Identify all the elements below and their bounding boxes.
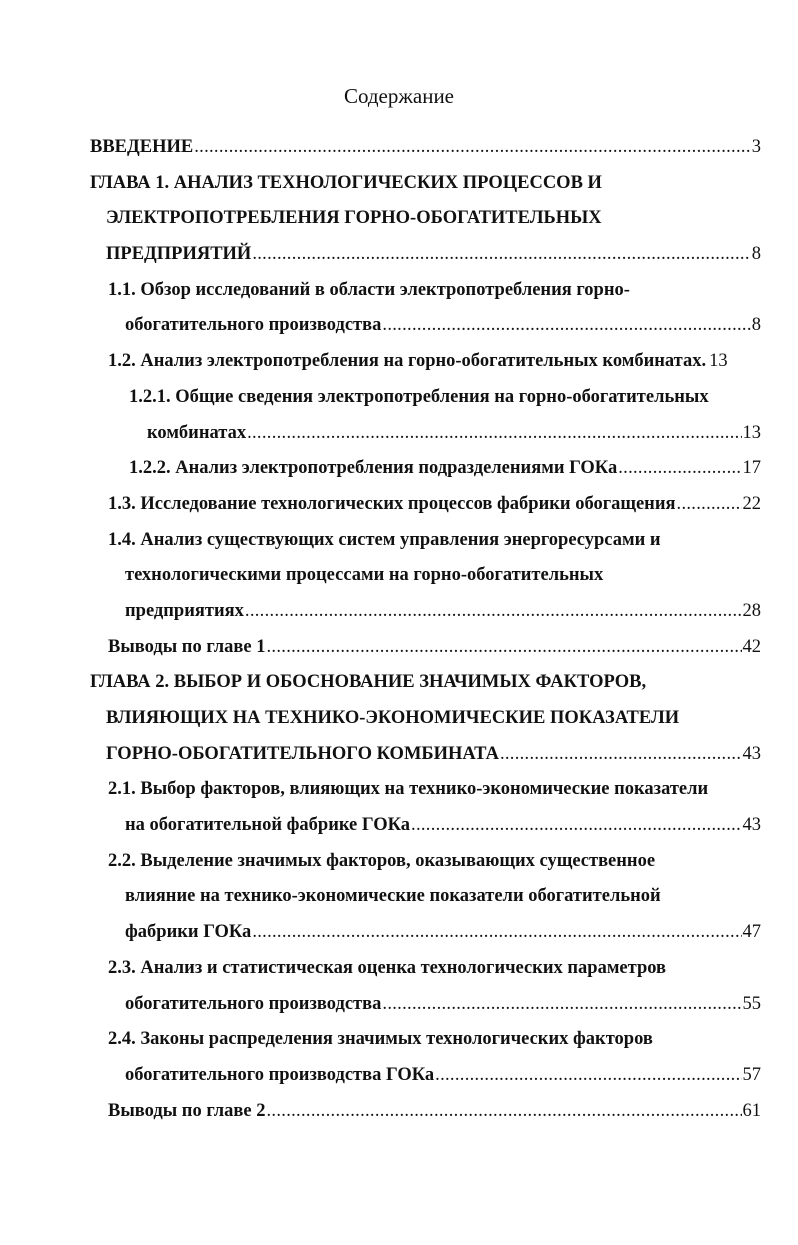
toc-entry xyxy=(0,523,798,559)
toc-entry xyxy=(0,558,798,594)
dot-leader xyxy=(411,808,741,844)
toc-entry xyxy=(0,201,798,237)
toc-entry-title: 2.1. Выбор факторов, влияющих на технико-экономические показатели xyxy=(108,779,709,800)
toc-entry-title: 1.1. Обзор исследований в области электропотребления горно- xyxy=(108,279,630,300)
toc-entry-title: Выводы по главе 1 xyxy=(108,636,266,657)
dot-leader xyxy=(435,1058,741,1094)
dot-leader xyxy=(618,451,741,487)
dot-leader xyxy=(252,237,750,273)
toc-entry-title: обогатительного производства xyxy=(125,315,382,336)
dot-leader xyxy=(382,308,750,344)
toc-entry[interactable] xyxy=(0,237,798,273)
toc-entry xyxy=(0,701,798,737)
toc-entry-title: 1.4. Анализ существующих систем управления энергоресурсами и xyxy=(108,529,661,550)
toc-entry-title: на обогатительной фабрике ГОКа xyxy=(125,815,411,836)
dot-leader xyxy=(247,416,741,452)
toc-entry-page: 28 xyxy=(742,600,761,621)
toc-entry-title: ГЛАВА 2. ВЫБОР И ОБОСНОВАНИЕ ЗНАЧИМЫХ ФАКТОРОВ, xyxy=(90,672,647,693)
toc-entry-title: ЭЛЕКТРОПОТРЕБЛЕНИЯ ГОРНО-ОБОГАТИТЕЛЬНЫХ xyxy=(106,208,602,229)
toc-entry[interactable] xyxy=(0,451,798,487)
toc-entry-page: 47 xyxy=(742,922,761,943)
dot-leader xyxy=(267,630,742,666)
toc-entry[interactable] xyxy=(0,487,798,523)
toc-entry-page: 22 xyxy=(742,493,761,514)
toc-entry-title: обогатительного производства ГОКа xyxy=(125,1064,435,1085)
toc-entry[interactable] xyxy=(0,308,798,344)
toc-entry-title: 1.3. Исследование технологических процессов фабрики обогащения xyxy=(108,493,676,514)
toc-entry xyxy=(0,273,798,309)
toc-entry-title: 1.2. Анализ электропотребления на горно-обогатительных комбинатах. xyxy=(108,351,707,372)
toc-entry-title: обогатительного производства xyxy=(125,993,382,1014)
toc-entry[interactable] xyxy=(0,344,798,380)
toc-entry xyxy=(0,879,798,915)
toc-entry[interactable] xyxy=(0,1094,798,1130)
toc-entry[interactable] xyxy=(0,808,798,844)
toc-entry[interactable] xyxy=(0,915,798,951)
toc-entry-title: ГОРНО-ОБОГАТИТЕЛЬНОГО КОМБИНАТА xyxy=(106,743,499,764)
toc-entry[interactable] xyxy=(0,630,798,666)
dot-leader xyxy=(194,130,751,166)
toc-entry-title: фабрики ГОКа xyxy=(125,922,252,943)
toc-entry-title: ПРЕДПРИЯТИЙ xyxy=(106,244,252,265)
toc-entry-title: ВЛИЯЮЩИХ НА ТЕХНИКО-ЭКОНОМИЧЕСКИЕ ПОКАЗАТЕЛИ xyxy=(106,708,680,728)
toc-entry-title: Выводы по главе 2 xyxy=(108,1100,266,1121)
table-of-contents xyxy=(0,130,798,1129)
toc-entry[interactable] xyxy=(0,737,798,773)
toc-entry-title: влияние на технико-экономические показатели обогатительной xyxy=(125,886,661,907)
toc-entry xyxy=(0,951,798,987)
toc-entry-title: 2.2. Выделение значимых факторов, оказывающих существенное xyxy=(108,850,656,871)
dot-leader xyxy=(677,487,742,523)
toc-entry xyxy=(0,844,798,880)
toc-entry-title: ВВЕДЕНИЕ xyxy=(90,137,194,157)
toc-entry-page: 3 xyxy=(751,137,761,157)
dot-leader xyxy=(252,915,741,951)
dot-leader xyxy=(500,737,742,773)
toc-entry[interactable] xyxy=(0,130,798,166)
toc-entry[interactable] xyxy=(0,987,798,1023)
toc-entry-page: 43 xyxy=(742,815,761,836)
dot-leader xyxy=(245,594,742,630)
toc-entry-title: 2.4. Законы распределения значимых технологических факторов xyxy=(108,1029,653,1050)
toc-entry-title: 1.2.2. Анализ электропотребления подразделениями ГОКа xyxy=(129,458,618,479)
toc-entry-page: 13 xyxy=(742,422,761,443)
toc-entry[interactable] xyxy=(0,416,798,452)
toc-entry-page: 8 xyxy=(751,315,761,336)
dot-leader xyxy=(382,987,741,1023)
toc-entry-page: 61 xyxy=(742,1100,761,1121)
toc-entry xyxy=(0,772,798,808)
toc-entry-title: 1.2.1. Общие сведения электропотребления на горно-обогатительных xyxy=(129,386,709,407)
toc-entry-title: ГЛАВА 1. АНАЛИЗ ТЕХНОЛОГИЧЕСКИХ ПРОЦЕССОВ И xyxy=(90,172,602,193)
toc-entry[interactable] xyxy=(0,1058,798,1094)
page-title: Содержание xyxy=(343,84,455,108)
toc-entry xyxy=(0,166,798,202)
toc-entry-page: 57 xyxy=(742,1064,761,1085)
toc-entry-page: 8 xyxy=(751,244,761,265)
toc-entry-title: 2.3. Анализ и статистическая оценка технологических параметров xyxy=(108,957,667,978)
toc-entry-page: 43 xyxy=(742,743,761,764)
toc-entry-page: 42 xyxy=(742,636,761,657)
toc-entry xyxy=(0,1022,798,1058)
toc-entry-page: 55 xyxy=(742,993,761,1014)
dot-leader xyxy=(267,1094,742,1130)
toc-entry-title: комбинатах xyxy=(147,422,247,443)
toc-entry[interactable] xyxy=(0,594,798,630)
toc-entry-title: технологическими процессами на горно-обогатительных xyxy=(125,565,604,586)
toc-entry-page: 13 xyxy=(709,351,728,372)
toc-entry xyxy=(0,665,798,701)
toc-entry xyxy=(0,380,798,416)
toc-entry-title: предприятиях xyxy=(125,600,244,621)
toc-entry-page: 17 xyxy=(742,458,761,479)
